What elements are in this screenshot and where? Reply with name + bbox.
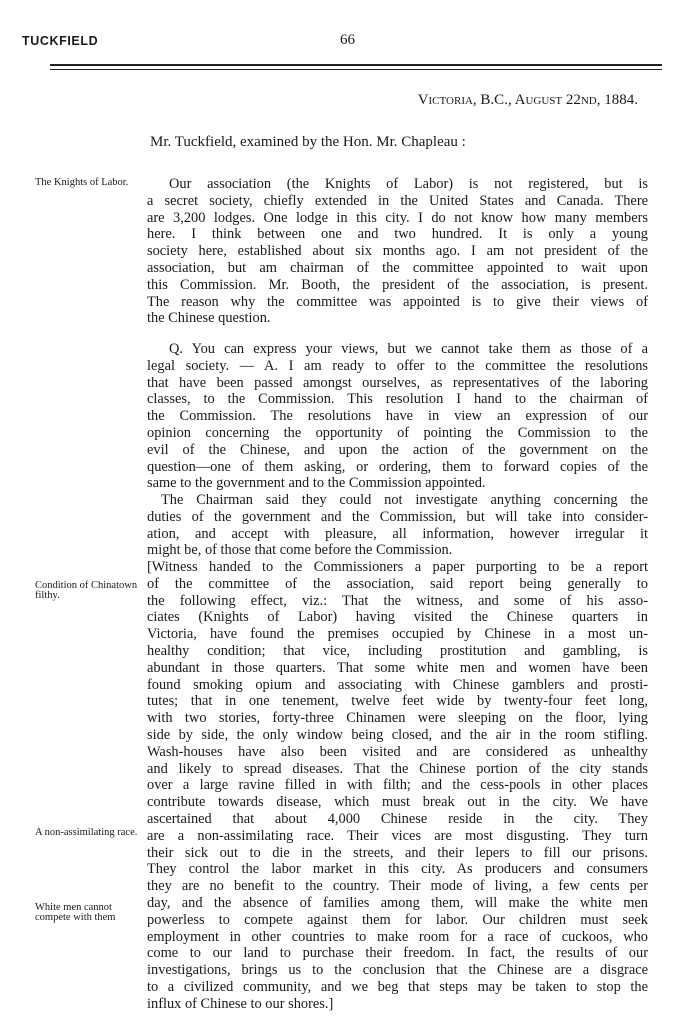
- dateline: Victoria, B.C., August 22nd, 1884.: [417, 92, 638, 108]
- text-line: the following effect, viz.: That the witness, and some of his asso-: [147, 592, 648, 609]
- text-line: are a non-assimilating race. Their vices are most disgusting. They turn: [147, 827, 648, 844]
- text-line: of the committee of the association, said report being generally to: [147, 575, 648, 592]
- text-line: that have been passed amongst ourselves, as representatives of the laboring: [147, 374, 648, 391]
- paragraph-knights-of-labor: [147, 176, 648, 327]
- text-line: investigations, brings us to the conclusion that the Chinese are a disgrace: [147, 962, 648, 979]
- margin-note-white-men: White men cannot compete with them: [35, 902, 116, 923]
- text-line: The Chairman said they could not investigate anything concerning the: [161, 492, 648, 508]
- text-line: duties of the government and the Commission, but will take into consider-: [147, 508, 648, 525]
- text-line: society here, established about six months ago. I am not president of the: [147, 243, 648, 260]
- text-line: They control the labor market in this city. As producers and consumers: [147, 861, 648, 878]
- text-line: found smoking opium and associating with Chinese gamblers and prosti-: [147, 676, 648, 693]
- margin-note-knights: The Knights of Labor.: [35, 177, 129, 188]
- text-line: ascertained that about 4,000 Chinese reside in the city. They: [147, 810, 648, 827]
- text-line: opinion concerning the opportunity of pointing the Commission to the: [147, 424, 648, 441]
- page-number: 66: [340, 32, 355, 48]
- paragraph-report: [147, 559, 648, 1013]
- text-line: Our association (the Knights of Labor) is not registered, but is: [169, 176, 648, 192]
- text-line: they are no benefit to the country. Their mode of living, a few cents per: [147, 878, 648, 895]
- text-line: ation, and accept with pleasure, all information, however irregular it: [147, 525, 648, 542]
- text-line: Victoria, have found the premises occupied by Chinese in a most un-: [147, 626, 648, 643]
- margin-note-non-assimilating: A non-assimilating race.: [35, 827, 138, 838]
- running-head: TUCKFIELD: [22, 34, 99, 48]
- text-line: over a large ravine filled in with filth; and the cess-pools in other places: [147, 777, 648, 794]
- text-line: a secret society, chiefly extended in the United States and Canada. There: [147, 192, 648, 209]
- text-line: contribute towards disease, which must break out in the city. We have: [147, 794, 648, 811]
- text-line: same to the government and to the Commission appointed.: [147, 475, 486, 492]
- text-line: and likely to spread diseases. That the Chinese portion of the city stands: [147, 760, 648, 777]
- text-line: ciates (Knights of Labor) having visited the Chinese quarters in: [147, 609, 648, 626]
- text-line: their sick out to die in the streets, and their lepers to fill our prisons.: [147, 844, 648, 861]
- text-line: Wash-houses have also been visited and are considered as unhealthy: [147, 743, 648, 760]
- text-line: this Commission. Mr. Booth, the president of the association, is present.: [147, 276, 648, 293]
- paragraph-chairman: [147, 492, 648, 559]
- text-line: come to our land to purchase their freedom. In fact, the results of our: [147, 945, 648, 962]
- text-line: side by side, the only window being closed, and the air in the room stifling.: [147, 726, 648, 743]
- header-rule-thin: [50, 69, 662, 70]
- text-line: to a civilized community, and we beg that steps may be taken to stop the: [147, 978, 648, 995]
- text-line: [Witness handed to the Commissioners a paper purporting to be a report: [147, 559, 648, 575]
- text-line: day, and the absence of families among them, will make the white men: [147, 894, 648, 911]
- text-line: the Commission. The resolutions have in view an expression of our: [147, 408, 648, 425]
- text-line: powerless to compete against them for labor. Our children must seek: [147, 911, 648, 928]
- header-rule-thick: [50, 64, 662, 66]
- text-line: are 3,200 lodges. One lodge in this city. I do not know how many members: [147, 209, 648, 226]
- text-line: evil of the Chinese, and upon the action of the government on the: [147, 441, 648, 458]
- text-line: influx of Chinese to our shores.]: [147, 995, 334, 1012]
- text-line: with two stories, forty-three Chinamen were sleeping on the floor, lying: [147, 710, 648, 727]
- text-line: association, but am chairman of the committee appointed to wait upon: [147, 259, 648, 276]
- text-line: healthy condition; that vice, including prostitution and gambling, is: [147, 642, 648, 659]
- text-line: employment in other countries to make room for a race of cuckoos, who: [147, 928, 648, 945]
- text-line: might be, of those that come before the Commission.: [147, 542, 453, 559]
- text-line: abundant in those quarters. That some white men and women have been: [147, 659, 648, 676]
- text-line: The reason why the committee was appointed is to give their views of: [147, 293, 648, 310]
- text-line: here. I think between one and two hundred. It is only a young: [147, 226, 648, 243]
- text-line: the Chinese question.: [147, 310, 271, 327]
- text-line: Q. You can express your views, but we cannot take them as those of a: [169, 341, 648, 357]
- examination-heading: Mr. Tuckfield, examined by the Hon. Mr. Chapleau :: [150, 134, 466, 150]
- margin-note-chinatown: Condition of Chinatown filthy.: [35, 580, 138, 601]
- text-line: question—one of them asking, or ordering, them to forward copies of the: [147, 458, 648, 475]
- paragraph-question-answer: [147, 341, 648, 492]
- text-line: tutes; that in one tenement, twelve feet wide by twenty-four feet long,: [147, 693, 648, 710]
- text-line: classes, to the Commission. This resolution I hand to the chairman of: [147, 391, 648, 408]
- text-line: legal society. — A. I am ready to offer to the committee the resolutions: [147, 357, 648, 374]
